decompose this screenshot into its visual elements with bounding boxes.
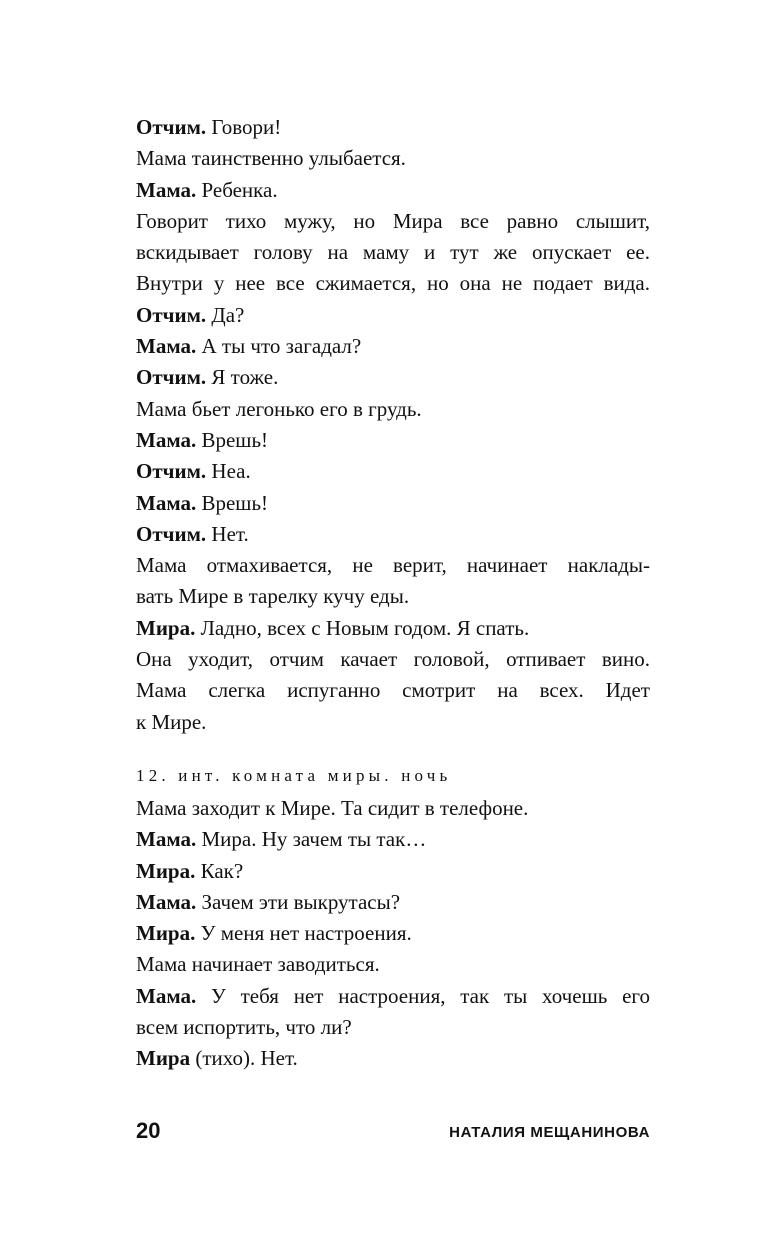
text-line <box>136 456 650 487</box>
text-line <box>136 550 650 581</box>
line-text: Говори! <box>206 115 282 139</box>
text-line <box>136 331 650 362</box>
line-text: всем испортить, что ли? <box>136 1015 352 1040</box>
speaker-name: Мама. <box>136 983 197 1008</box>
dialogue-block-1 <box>136 112 650 738</box>
text-line <box>136 949 650 980</box>
line-text: Мама таинственно улыбается. <box>136 146 406 171</box>
text-line <box>136 112 650 143</box>
text-line <box>136 613 650 644</box>
line-text: Мама начинает заводиться. <box>136 952 380 977</box>
line-text: Ребенка. <box>196 177 278 202</box>
text-line <box>136 488 650 519</box>
text-line <box>136 707 650 738</box>
line-text: Нет. <box>206 521 249 546</box>
speaker-name: Мама. <box>136 827 197 852</box>
text-line <box>136 856 650 887</box>
line-text: А ты что загадал? <box>196 334 362 359</box>
scene-heading: 12. инт. комната миры. ночь <box>136 766 452 785</box>
text-line <box>136 824 650 855</box>
line-text: (тихо). Нет. <box>190 1046 298 1071</box>
text-line <box>136 1043 650 1074</box>
speaker-name: Мира. <box>136 858 196 883</box>
text-line <box>136 237 650 268</box>
line-text: Как? <box>195 858 244 883</box>
line-text: вскидывает голову на маму и тут же опускает ее. <box>136 240 650 265</box>
line-text: Я тоже. <box>206 365 279 390</box>
text-line <box>136 793 650 824</box>
line-text: Она уходит, отчим качает головой, отпивает вино. <box>136 647 650 672</box>
speaker-name: Мама. <box>136 490 197 515</box>
text-line <box>136 918 650 949</box>
text-line <box>136 519 650 550</box>
line-text: Неа. <box>206 459 251 484</box>
speaker-name: Мира <box>136 1046 191 1071</box>
text-line <box>136 644 650 675</box>
line-text: Зачем эти выкрутасы? <box>196 889 401 914</box>
text-line <box>136 206 650 237</box>
text-line <box>136 425 650 456</box>
speaker-name: Отчим. <box>136 115 207 139</box>
line-text: Говорит тихо мужу, но Мира все равно слышит, <box>136 208 650 233</box>
running-footer-author: НАТАЛИЯ МЕЩАНИНОВА <box>449 1124 650 1141</box>
line-text: Врешь! <box>196 490 269 515</box>
text-line <box>136 1012 650 1043</box>
speaker-name: Мира. <box>136 921 196 946</box>
text-line <box>136 362 650 393</box>
line-text: вать Мире в тарелку кучу еды. <box>136 584 410 609</box>
speaker-name: Отчим. <box>136 365 207 390</box>
speaker-name: Отчим. <box>136 459 207 484</box>
line-text: Ладно, всех с Новым годом. Я спать. <box>195 615 530 640</box>
text-line <box>136 981 650 1012</box>
line-text: У меня нет настроения. <box>195 921 412 946</box>
line-text: к Мире. <box>136 709 207 734</box>
speaker-name: Мама. <box>136 177 197 202</box>
text-line <box>136 394 650 425</box>
text-line <box>136 887 650 918</box>
speaker-name: Мира. <box>136 615 196 640</box>
speaker-name: Мама. <box>136 334 197 359</box>
text-line <box>136 581 650 612</box>
speaker-name: Мама. <box>136 889 197 914</box>
text-line <box>136 300 650 331</box>
line-text: Мама бьет легонько его в грудь. <box>136 396 422 421</box>
line-text: Врешь! <box>196 427 269 452</box>
speaker-name: Отчим. <box>136 521 207 546</box>
speaker-name: Мама. <box>136 427 197 452</box>
text-line <box>136 143 650 174</box>
line-text: Мама слегка испуганно смотрит на всех. Идет <box>136 678 650 703</box>
line-text: У тебя нет настроения, так ты хочешь его <box>196 983 650 1008</box>
text-line <box>136 268 650 299</box>
text-line <box>136 175 650 206</box>
line-text: Мира. Ну зачем ты так… <box>196 827 427 852</box>
line-text: Внутри у нее все сжимается, но она не подает вида. <box>136 271 650 296</box>
speaker-name: Отчим. <box>136 302 207 327</box>
page-number: 20 <box>136 1118 161 1143</box>
line-text: Мама отмахивается, не верит, начинает наклады- <box>136 553 650 578</box>
text-line <box>136 675 650 706</box>
line-text: Да? <box>206 302 245 327</box>
line-text: Мама заходит к Мире. Та сидит в телефоне. <box>136 796 529 820</box>
dialogue-block-2 <box>136 793 650 1075</box>
